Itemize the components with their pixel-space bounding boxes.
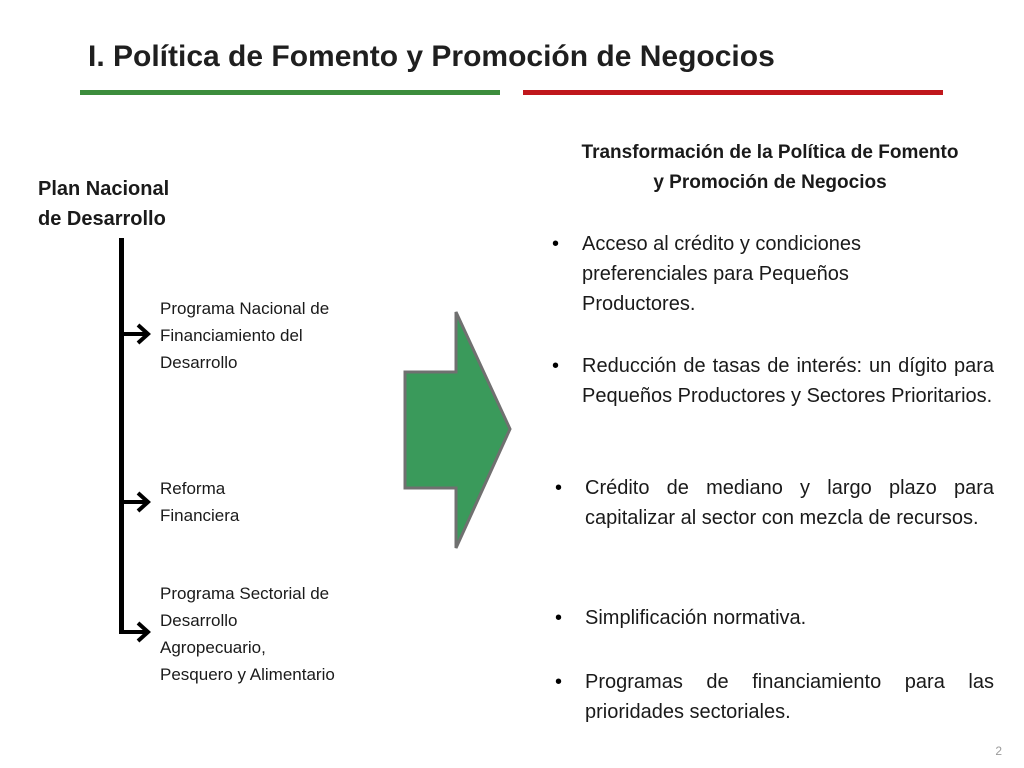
bullet-icon: • [555,607,563,629]
bullet-text: Acceso al crédito y condiciones preferenciales para Pequeños Productores. [582,233,862,315]
list-item [555,473,994,533]
bullet-text: Programas de financiamiento para las prioridades sectoriales. [585,671,994,723]
branch-label-reforma: Reforma Financiera [160,479,240,525]
title-rule-red [523,90,943,95]
branch-label-programa-sectorial: Programa Sectorial de Desarrollo Agropecuario, Pesquero y Alimentario [160,584,335,684]
page-number: 2 [995,744,1002,758]
branch-arrow-icon [118,490,152,514]
bullet-text: Crédito de mediano y largo plazo para capitalizar al sector con mezcla de recursos. [585,477,994,529]
transformation-title: Transformación de la Política de Fomento y Promoción de Negocios [581,142,959,193]
diagram-spine-line [119,238,124,634]
slide-title: I. Política de Fomento y Promoción de Negocios [88,40,775,73]
bullet-icon: • [555,477,563,499]
list-item [552,351,994,411]
bullet-text: Simplificación normativa. [585,607,807,629]
bullet-icon: • [552,233,560,255]
branch-arrow-icon [118,322,152,346]
bullet-text: Reducción de tasas de interés: un dígito para Pequeños Productores y Sectores Prioritarios. [582,355,994,407]
transformation-arrow-icon [400,306,518,556]
branch-arrow-icon [118,620,152,644]
list-item [552,229,912,319]
branch-label-financiamiento: Programa Nacional de Financiamiento del Desarrollo [160,299,330,372]
list-item [555,603,994,633]
plan-nacional-title: Plan Nacional de Desarrollo [38,178,170,230]
list-item [555,667,994,727]
title-rule-green [80,90,500,95]
bullet-icon: • [552,355,560,377]
bullet-icon: • [555,671,563,693]
